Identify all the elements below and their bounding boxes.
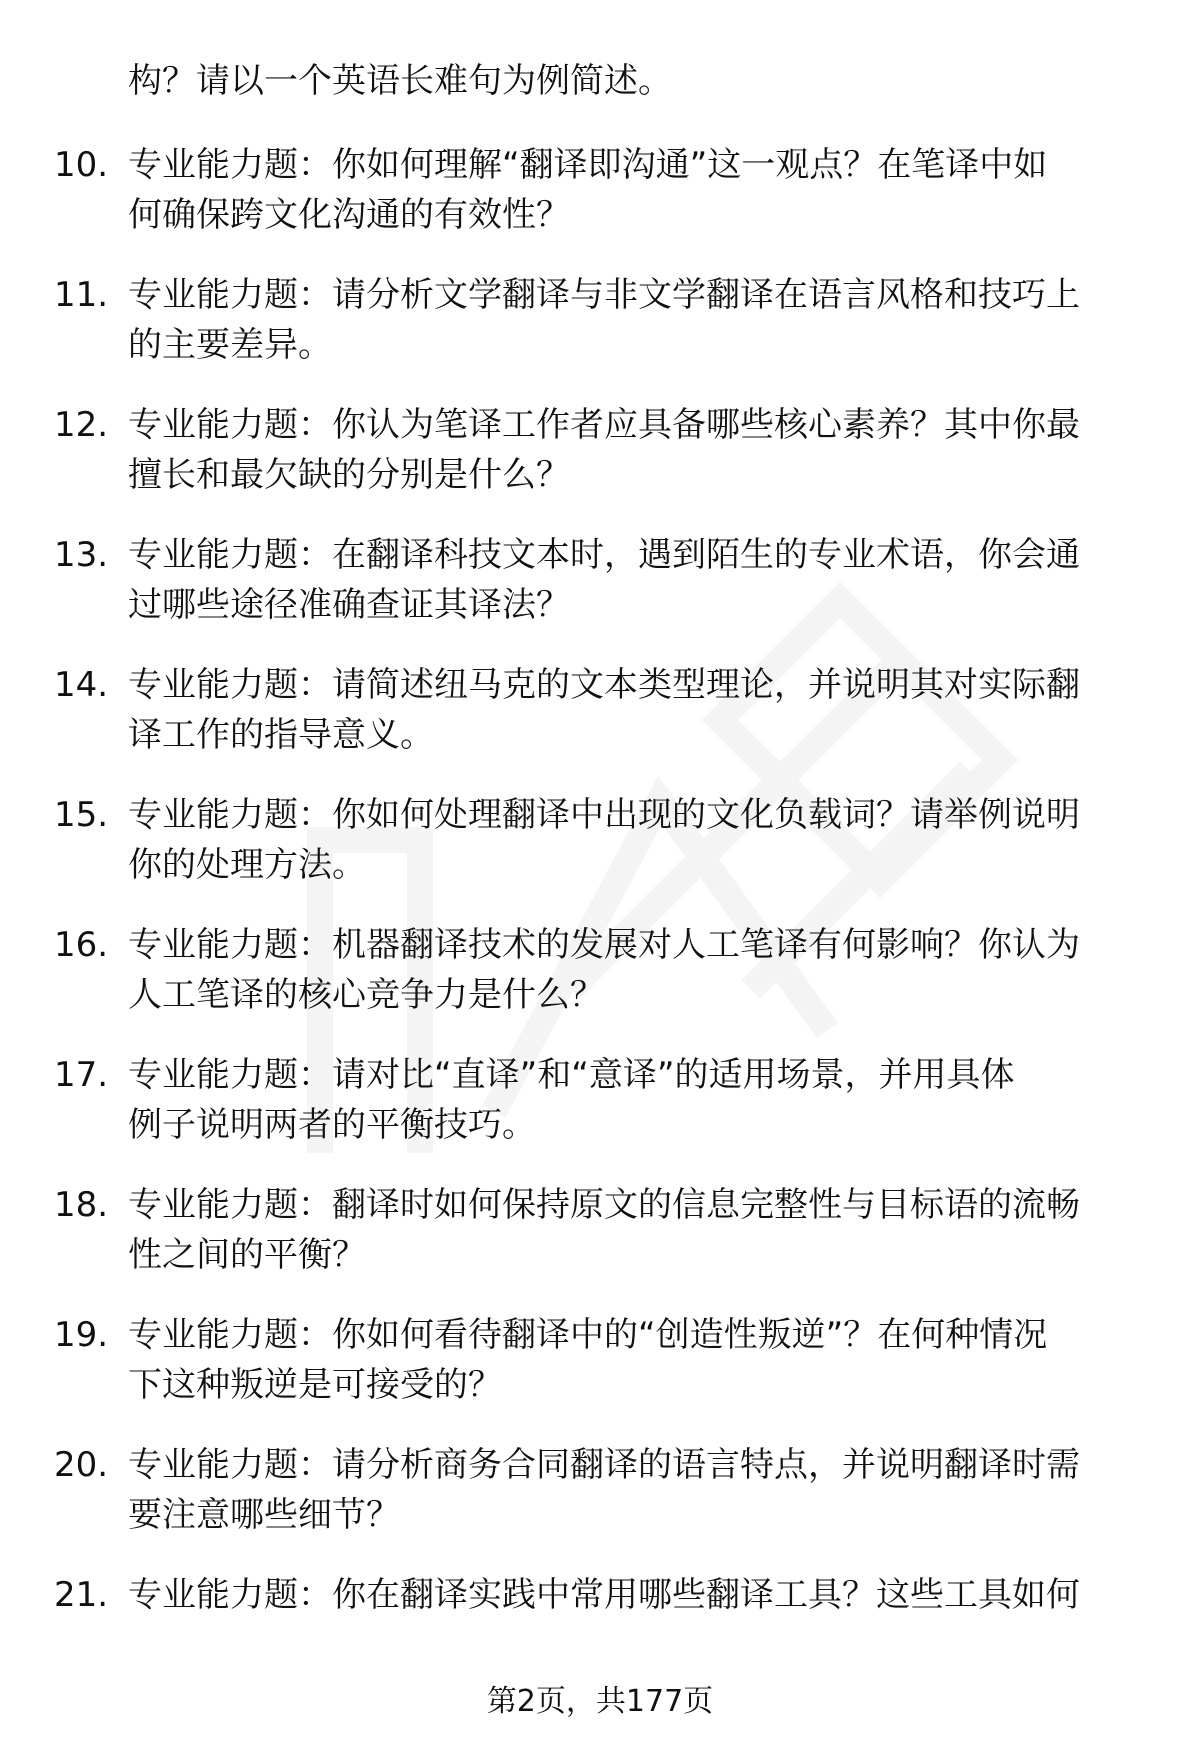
question-text <box>128 400 1138 500</box>
list-item <box>0 1440 1200 1540</box>
text-line: 擅长和最欠缺的分别是什么？ <box>128 455 570 495</box>
question-text <box>128 660 1138 760</box>
question-text <box>128 1180 1138 1280</box>
list-item <box>0 400 1200 500</box>
text-line: 专业能力题：你在翻译实践中常用哪些翻译工具？这些工具如何 <box>128 1575 1080 1615</box>
question-number: 15. <box>54 795 109 835</box>
list-item <box>0 1310 1200 1410</box>
text-line: 下这种叛逆是可接受的？ <box>128 1365 502 1405</box>
text-line: 专业能力题：在翻译科技文本时，遇到陌生的专业术语，你会通 <box>128 535 1080 575</box>
text-line: 专业能力题：请分析文学翻译与非文学翻译在语言风格和技巧上 <box>128 275 1080 315</box>
list-item <box>0 140 1200 240</box>
text-line: 专业能力题：请简述纽马克的文本类型理论，并说明其对实际翻 <box>128 665 1080 705</box>
text-line: 专业能力题：你如何看待翻译中的“创造性叛逆”？在何种情况 <box>128 1315 1048 1355</box>
list-item <box>0 1050 1200 1150</box>
text-line: 专业能力题：机器翻译技术的发展对人工笔译有何影响？你认为 <box>128 925 1080 965</box>
list-item <box>0 1570 1200 1670</box>
list-item <box>0 270 1200 370</box>
question-number: 16. <box>54 925 109 965</box>
text-line: 专业能力题：你如何处理翻译中出现的文化负载词？请举例说明 <box>128 795 1080 835</box>
list-item <box>0 530 1200 630</box>
question-text <box>128 1440 1138 1540</box>
question-list <box>0 140 1200 1700</box>
list-item <box>0 920 1200 1020</box>
continuation-line: 构？请以一个英语长难句为例简述。 <box>128 61 672 101</box>
text-line: 例子说明两者的平衡技巧。 <box>128 1105 536 1145</box>
question-text <box>128 1310 1138 1410</box>
question-number: 11. <box>54 275 109 315</box>
text-line: 人工笔译的核心竞争力是什么？ <box>128 975 604 1015</box>
text-line: 要注意哪些细节？ <box>128 1495 400 1535</box>
text-line: 专业能力题：翻译时如何保持原文的信息完整性与目标语的流畅 <box>128 1185 1080 1225</box>
question-text <box>128 270 1138 370</box>
text-line: 专业能力题：请对比“直译”和“意译”的适用场景，并用具体 <box>128 1055 1015 1095</box>
question-text <box>128 1570 1138 1620</box>
page-footer: 第2页，共177页 <box>486 1684 714 1719</box>
question-text <box>128 140 1138 240</box>
question-number: 10. <box>54 145 109 185</box>
text-line: 专业能力题：你认为笔译工作者应具备哪些核心素养？其中你最 <box>128 405 1080 445</box>
text-line: 过哪些途径准确查证其译法？ <box>128 585 570 625</box>
list-item <box>0 660 1200 760</box>
question-number: 21. <box>54 1575 109 1615</box>
list-item <box>0 790 1200 890</box>
text-line: 你的处理方法。 <box>128 845 366 885</box>
text-line: 性之间的平衡？ <box>128 1235 366 1275</box>
question-number: 14. <box>54 665 109 705</box>
text-line: 何确保跨文化沟通的有效性？ <box>128 195 570 235</box>
text-line: 的主要差异。 <box>128 325 332 365</box>
question-number: 18. <box>54 1185 109 1225</box>
text-line: 专业能力题：请分析商务合同翻译的语言特点，并说明翻译时需 <box>128 1445 1080 1485</box>
question-text <box>128 790 1138 890</box>
question-number: 17. <box>54 1055 109 1095</box>
question-number: 13. <box>54 535 109 575</box>
text-line: 专业能力题：你如何理解“翻译即沟通”这一观点？在笔译中如 <box>128 145 1048 185</box>
question-number: 12. <box>54 405 109 445</box>
question-number: 19. <box>54 1315 109 1355</box>
question-text <box>128 530 1138 630</box>
question-text <box>128 920 1138 1020</box>
question-number: 20. <box>54 1445 109 1485</box>
question-text <box>128 1050 1138 1150</box>
text-line: 译工作的指导意义。 <box>128 715 434 755</box>
list-item <box>0 1180 1200 1280</box>
